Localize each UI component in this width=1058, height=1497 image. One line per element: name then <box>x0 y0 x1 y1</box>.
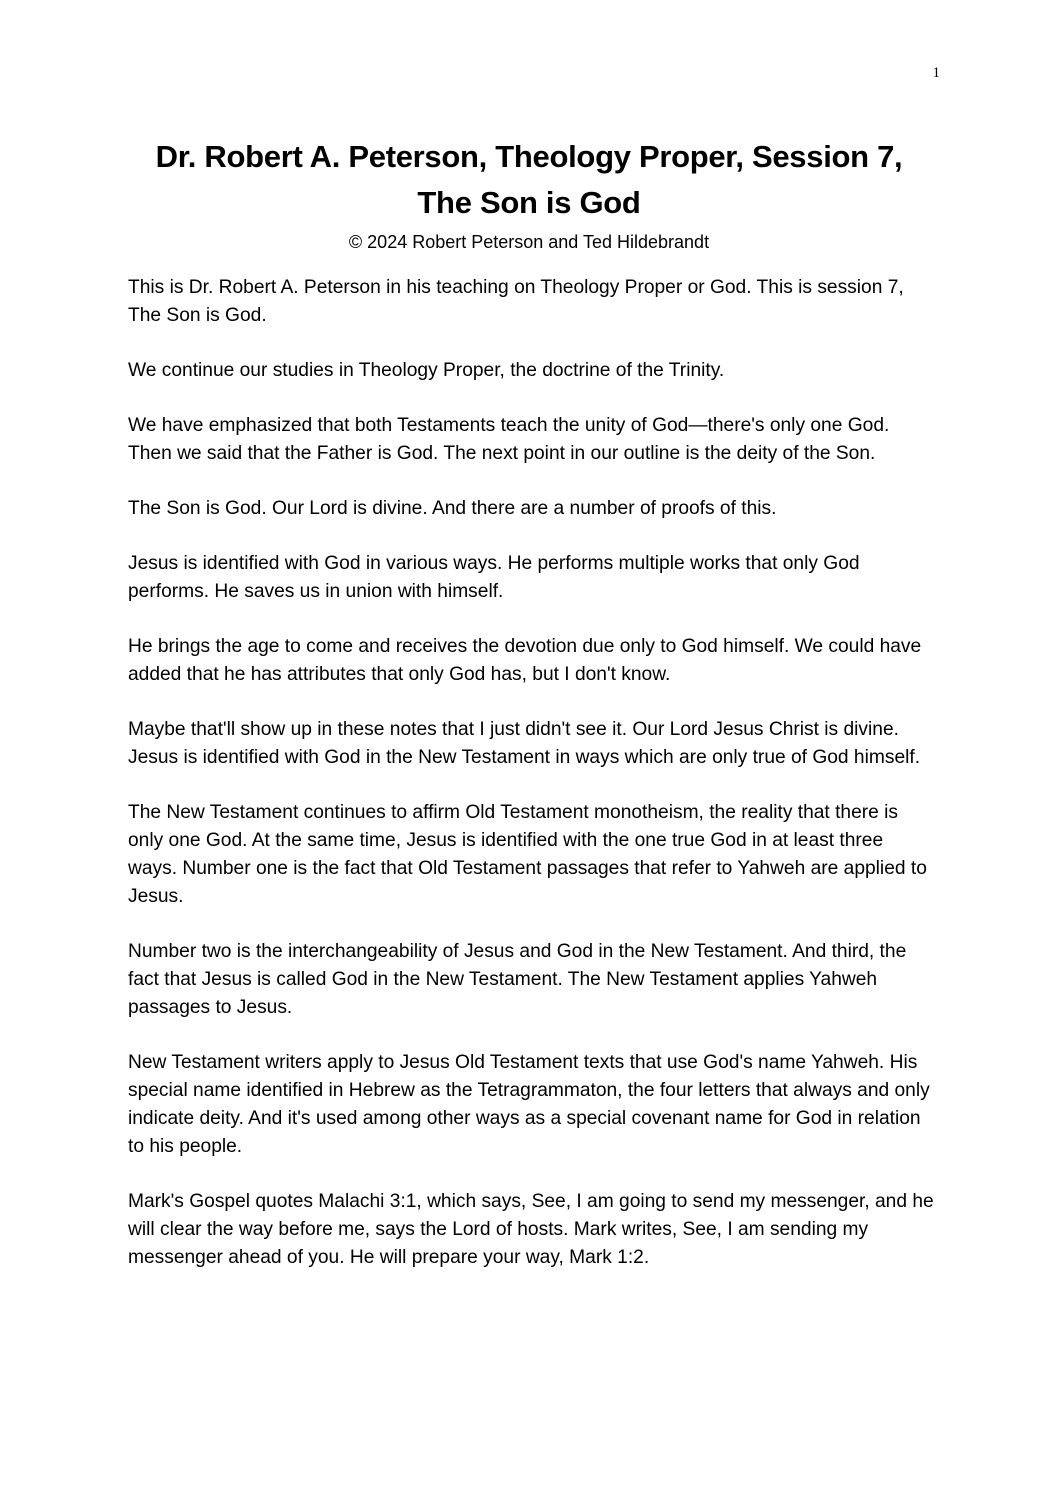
title-line-1: Dr. Robert A. Peterson, Theology Proper, Session 7, <box>155 139 903 174</box>
paragraph: This is Dr. Robert A. Peterson in his teaching on Theology Proper or God. This is session 7, The Son is God. <box>128 277 904 326</box>
paragraph: Mark's Gospel quotes Malachi 3:1, which says, See, I am going to send my messenger, and he will clear the way before me, says the Lord of hosts. Mark writes, See, I am sending my messenger ahead of you. He will prepare your way, Mark 1:2. <box>128 1191 934 1268</box>
title-line-2: The Son is God <box>417 185 641 220</box>
paragraph: New Testament writers apply to Jesus Old Testament texts that use God's name Yahweh. His special name identified in Hebrew as the Tetragrammaton, the four letters that always and only indicate deity. And it's used among other ways as a special covenant name for God in relation to his people. <box>128 1052 930 1157</box>
document-body <box>128 274 936 1299</box>
paragraph: We have emphasized that both Testaments teach the unity of God—there's only one God. Then we said that the Father is God. The next point in our outline is the deity of the Son. <box>128 415 890 464</box>
paragraph: He brings the age to come and receives the devotion due only to God himself. We could have added that he has attributes that only God has, but I don't know. <box>128 636 922 685</box>
paragraph: Maybe that'll show up in these notes that I just didn't see it. Our Lord Jesus Christ is divine. Jesus is identified with God in the New Testament in ways which are only true of God himself. <box>128 719 921 768</box>
paragraph: Jesus is identified with God in various ways. He performs multiple works that only God performs. He saves us in union with himself. <box>128 553 860 602</box>
document-header <box>100 134 958 254</box>
paragraph: Number two is the interchangeability of Jesus and God in the New Testament. And third, the fact that Jesus is called God in the New Testament. The New Testament applies Yahweh passages to Jesus. <box>128 941 907 1018</box>
paragraph: We continue our studies in Theology Proper, the doctrine of the Trinity. <box>128 360 725 381</box>
paragraph: The Son is God. Our Lord is divine. And there are a number of proofs of this. <box>128 498 777 519</box>
page-number: 1 <box>932 65 940 81</box>
paragraph: The New Testament continues to affirm Old Testament monotheism, the reality that there is only one God. At the same time, Jesus is identified with the one true God in at least three ways. Number one is the fact that Old Testament passages that refer to Yahweh are applied to Jesus. <box>128 802 927 907</box>
page-title <box>100 134 958 226</box>
copyright-line: © 2024 Robert Peterson and Ted Hildebrandt <box>348 232 710 252</box>
